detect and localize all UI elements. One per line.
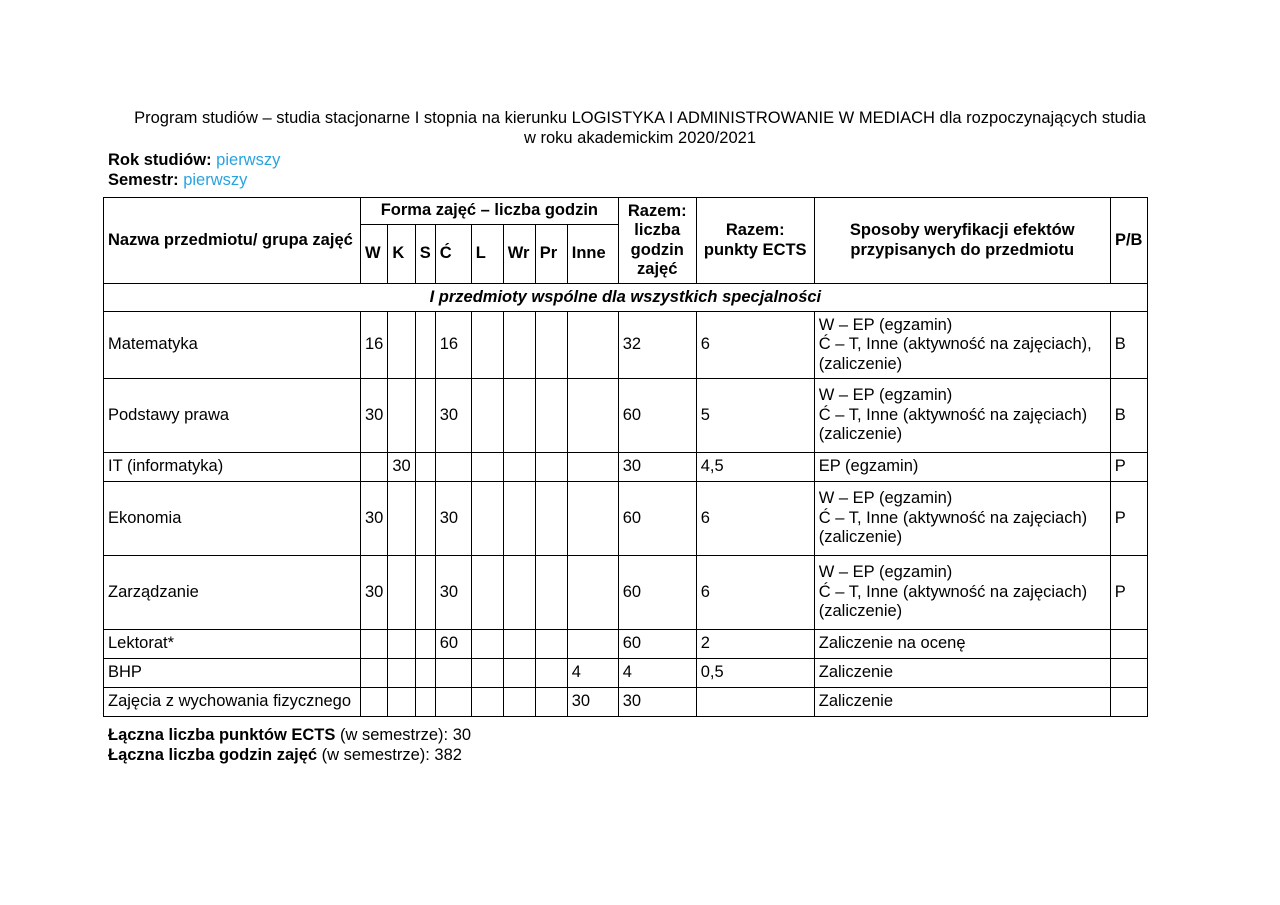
- cell-hours: 60: [618, 482, 696, 556]
- cell-pr: [535, 482, 567, 556]
- cell-c: [435, 659, 471, 688]
- cell-pr: [535, 556, 567, 630]
- cell-pr: [535, 453, 567, 482]
- cell-wr: [503, 688, 535, 717]
- subject-name: BHP: [104, 659, 361, 688]
- table-row: [104, 630, 1148, 659]
- subject-name: Matematyka: [104, 312, 361, 379]
- cell-w: 16: [361, 312, 388, 379]
- cell-inne: 30: [567, 688, 618, 717]
- cell-l: [471, 556, 503, 630]
- header-wr: Wr: [503, 225, 535, 284]
- hours-summary: [108, 745, 471, 765]
- cell-w: [361, 453, 388, 482]
- cell-k: [388, 379, 415, 453]
- cell-ects: [696, 688, 814, 717]
- cell-inne: [567, 312, 618, 379]
- cell-pr: [535, 630, 567, 659]
- year-line: [108, 150, 280, 170]
- cell-pr: [535, 688, 567, 717]
- hours-summary-label: Łączna liczba godzin zajęć: [108, 746, 318, 764]
- cell-k: [388, 688, 415, 717]
- cell-w: [361, 688, 388, 717]
- hours-summary-value: (w semestrze): 382: [317, 746, 462, 764]
- verification-cell: [814, 379, 1110, 453]
- header-k: K: [388, 225, 415, 284]
- cell-c: 30: [435, 556, 471, 630]
- title-line-1: Program studiów – studia stacjonarne I stopnia na kierunku LOGISTYKA I ADMINISTROWANIE W MEDIACH dla rozpoczynających studia: [134, 109, 1146, 127]
- cell-l: [471, 453, 503, 482]
- cell-inne: [567, 556, 618, 630]
- cell-c: 60: [435, 630, 471, 659]
- cell-s: [415, 688, 435, 717]
- cell-k: [388, 556, 415, 630]
- cell-inne: 4: [567, 659, 618, 688]
- cell-inne: [567, 453, 618, 482]
- cell-c: [435, 688, 471, 717]
- ects-summary-label: Łączna liczba punktów ECTS: [108, 726, 336, 744]
- verification-line: Zaliczenie na ocenę: [818, 634, 966, 653]
- document-title: [0, 108, 1280, 148]
- title-line-2: w roku akademickim 2020/2021: [523, 129, 757, 147]
- cell-wr: [503, 312, 535, 379]
- verification-line: (zaliczenie): [818, 528, 903, 547]
- cell-l: [471, 630, 503, 659]
- verification-cell: [814, 453, 1110, 482]
- header-c: Ć: [435, 225, 471, 284]
- header-hours: Razem: liczba godzin zajęć: [618, 198, 696, 284]
- header-w: W: [361, 225, 388, 284]
- cell-pb: P: [1110, 453, 1147, 482]
- subject-name: Podstawy prawa: [104, 379, 361, 453]
- cell-pb: [1110, 688, 1147, 717]
- cell-hours: 60: [618, 630, 696, 659]
- table-row: [104, 482, 1148, 556]
- cell-ects: 6: [696, 312, 814, 379]
- semester-value: pierwszy: [183, 171, 248, 189]
- table-row: [104, 453, 1148, 482]
- verification-line: W – EP (egzamin): [818, 386, 953, 405]
- cell-pb: [1110, 630, 1147, 659]
- cell-c: 30: [435, 482, 471, 556]
- semester-label: Semestr:: [108, 171, 179, 189]
- cell-pb: B: [1110, 379, 1147, 453]
- verification-line: W – EP (egzamin): [818, 315, 953, 334]
- cell-c: 30: [435, 379, 471, 453]
- cell-pb: [1110, 659, 1147, 688]
- cell-s: [415, 556, 435, 630]
- cell-wr: [503, 630, 535, 659]
- study-meta: [108, 150, 280, 190]
- curriculum-table: [103, 197, 1148, 717]
- cell-ects: 0,5: [696, 659, 814, 688]
- verification-line: EP (egzamin): [818, 457, 919, 476]
- verification-line: Zaliczenie: [818, 663, 894, 682]
- cell-w: [361, 630, 388, 659]
- verification-cell: [814, 556, 1110, 630]
- cell-s: [415, 659, 435, 688]
- table-row: [104, 312, 1148, 379]
- cell-inne: [567, 482, 618, 556]
- cell-hours: 32: [618, 312, 696, 379]
- cell-k: [388, 630, 415, 659]
- cell-k: 30: [388, 453, 415, 482]
- header-verification: Sposoby weryfikacji efektów przypisanych do przedmiotu: [814, 198, 1110, 284]
- subject-name: Lektorat*: [104, 630, 361, 659]
- verification-line: W – EP (egzamin): [818, 489, 953, 508]
- ects-summary: [108, 725, 471, 745]
- cell-l: [471, 379, 503, 453]
- cell-s: [415, 312, 435, 379]
- cell-inne: [567, 379, 618, 453]
- year-value: pierwszy: [216, 151, 281, 169]
- cell-k: [388, 312, 415, 379]
- table-row: [104, 688, 1148, 717]
- cell-s: [415, 453, 435, 482]
- cell-s: [415, 630, 435, 659]
- cell-s: [415, 482, 435, 556]
- cell-c: 16: [435, 312, 471, 379]
- cell-hours: 60: [618, 556, 696, 630]
- cell-pr: [535, 379, 567, 453]
- subject-name: Ekonomia: [104, 482, 361, 556]
- header-forma: Forma zajęć – liczba godzin: [361, 198, 619, 225]
- header-l: L: [471, 225, 503, 284]
- cell-pb: B: [1110, 312, 1147, 379]
- cell-l: [471, 312, 503, 379]
- cell-l: [471, 688, 503, 717]
- cell-wr: [503, 659, 535, 688]
- verification-line: W – EP (egzamin): [818, 563, 953, 582]
- cell-k: [388, 482, 415, 556]
- cell-wr: [503, 379, 535, 453]
- header-pr: Pr: [535, 225, 567, 284]
- cell-pr: [535, 312, 567, 379]
- cell-pr: [535, 659, 567, 688]
- cell-w: [361, 659, 388, 688]
- verification-cell: [814, 630, 1110, 659]
- cell-pb: P: [1110, 556, 1147, 630]
- cell-c: [435, 453, 471, 482]
- cell-hours: 30: [618, 453, 696, 482]
- cell-ects: 6: [696, 482, 814, 556]
- cell-l: [471, 482, 503, 556]
- verification-line: Ć – T, Inne (aktywność na zajęciach),: [818, 335, 1092, 354]
- year-label: Rok studiów:: [108, 151, 212, 169]
- verification-line: Ć – T, Inne (aktywność na zajęciach): [818, 582, 1088, 601]
- subject-name: Zajęcia z wychowania fizycznego: [104, 688, 361, 717]
- header-ects: Razem: punkty ECTS: [696, 198, 814, 284]
- verification-cell: [814, 688, 1110, 717]
- verification-line: (zaliczenie): [818, 354, 903, 373]
- verification-cell: [814, 482, 1110, 556]
- cell-ects: 6: [696, 556, 814, 630]
- header-subject: Nazwa przedmiotu/ grupa zajęć: [104, 198, 361, 284]
- cell-pb: P: [1110, 482, 1147, 556]
- cell-w: 30: [361, 482, 388, 556]
- cell-ects: 4,5: [696, 453, 814, 482]
- cell-wr: [503, 453, 535, 482]
- verification-line: (zaliczenie): [818, 602, 903, 621]
- cell-ects: 2: [696, 630, 814, 659]
- subject-name: Zarządzanie: [104, 556, 361, 630]
- verification-line: Ć – T, Inne (aktywność na zajęciach): [818, 405, 1088, 424]
- summary: [108, 725, 471, 765]
- cell-hours: 4: [618, 659, 696, 688]
- cell-w: 30: [361, 379, 388, 453]
- header-s: S: [415, 225, 435, 284]
- cell-ects: 5: [696, 379, 814, 453]
- cell-k: [388, 659, 415, 688]
- table-row: [104, 659, 1148, 688]
- cell-inne: [567, 630, 618, 659]
- cell-wr: [503, 482, 535, 556]
- cell-l: [471, 659, 503, 688]
- header-inne: Inne: [567, 225, 618, 284]
- cell-hours: 30: [618, 688, 696, 717]
- cell-wr: [503, 556, 535, 630]
- semester-line: [108, 170, 280, 190]
- section-title: I przedmioty wspólne dla wszystkich specjalności: [104, 284, 1148, 312]
- verification-cell: [814, 659, 1110, 688]
- cell-hours: 60: [618, 379, 696, 453]
- verification-line: Zaliczenie: [818, 692, 894, 711]
- table-row: [104, 556, 1148, 630]
- cell-w: 30: [361, 556, 388, 630]
- verification-cell: [814, 312, 1110, 379]
- verification-line: Ć – T, Inne (aktywność na zajęciach): [818, 508, 1088, 527]
- subject-name: IT (informatyka): [104, 453, 361, 482]
- verification-line: (zaliczenie): [818, 425, 903, 444]
- header-pb: P/B: [1110, 198, 1147, 284]
- ects-summary-value: (w semestrze): 30: [335, 726, 472, 744]
- table-row: [104, 379, 1148, 453]
- cell-s: [415, 379, 435, 453]
